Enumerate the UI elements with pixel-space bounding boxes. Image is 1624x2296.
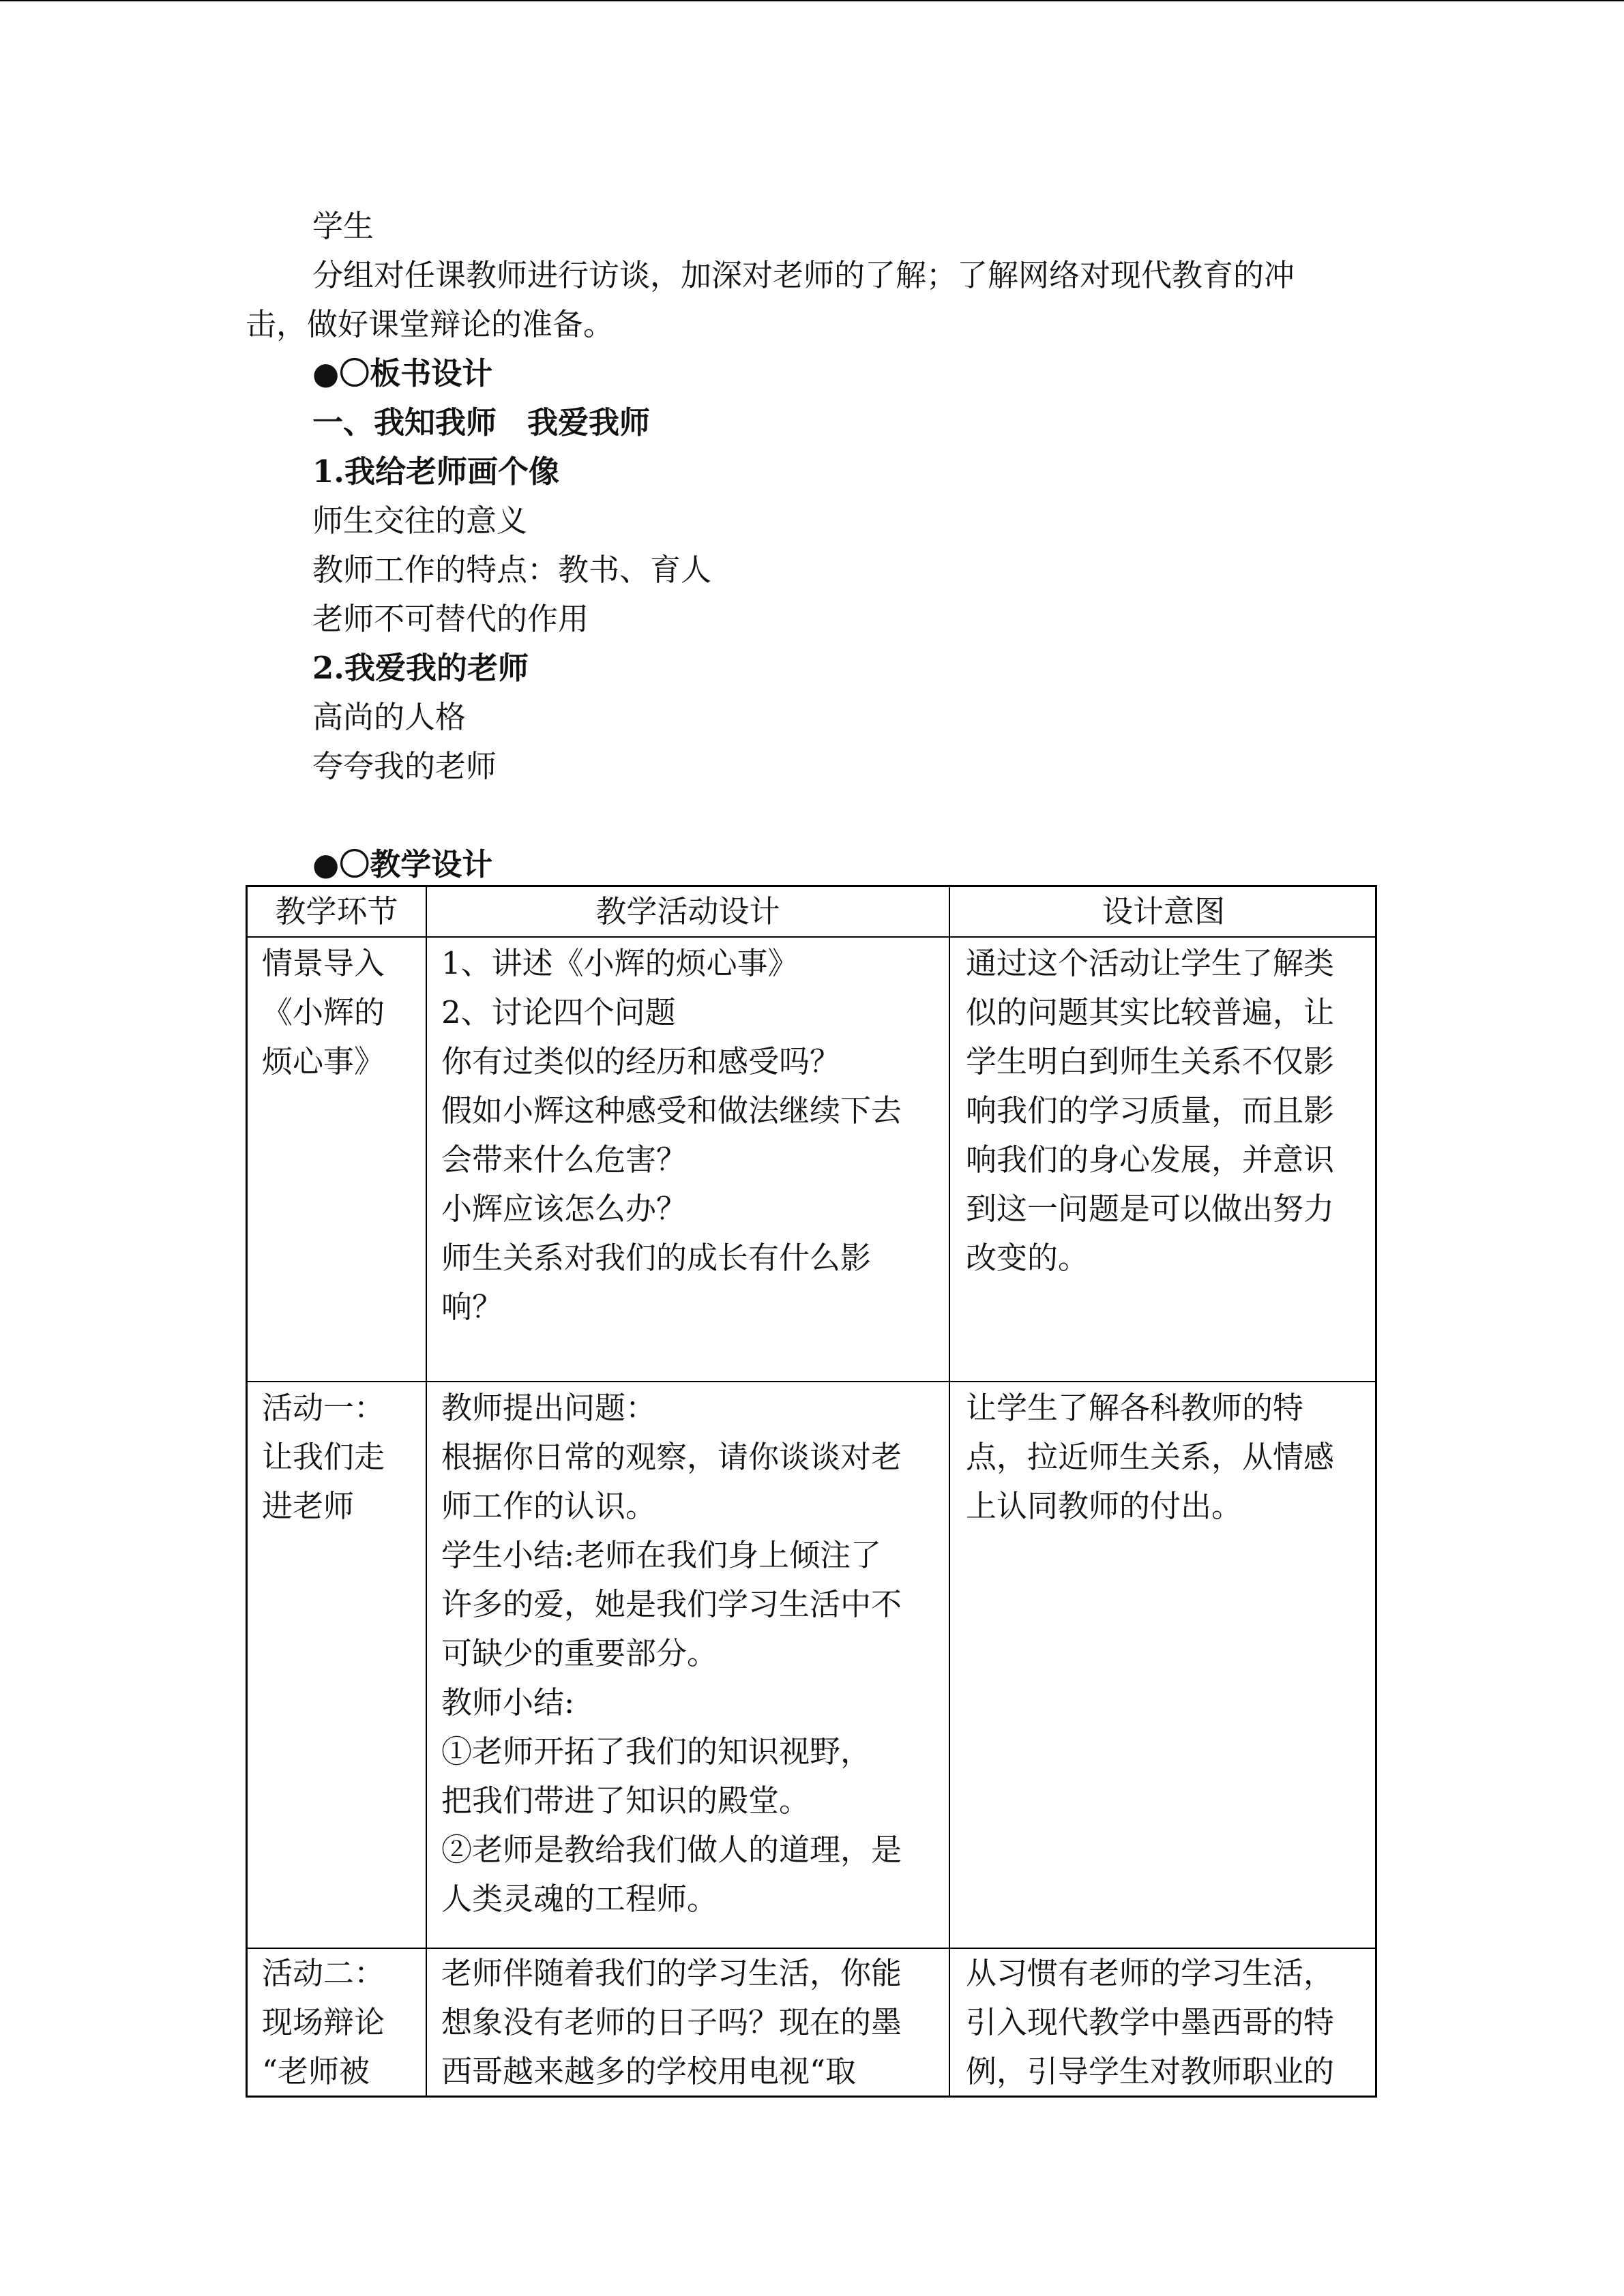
table-row-divider (248, 936, 1375, 938)
activity-cell-line: ①老师开拓了我们的知识视野， (441, 1733, 872, 1770)
intent-cell-line: 学生明白到师生关系不仅影 (966, 1043, 1335, 1079)
teaching-design-table (246, 885, 1377, 2098)
activity-cell-line: 1、讲述《小辉的烦心事》 (441, 945, 799, 981)
stage-cell-line: 烦心事》 (262, 1043, 385, 1079)
activity-cell-line: 假如小辉这种感受和做法继续下去 (441, 1092, 902, 1129)
student-text-line2: 击，做好课堂辩论的准备。 (246, 306, 615, 342)
section1-item: 教师工作的特点：教书、育人 (312, 552, 712, 588)
activity-cell-line: 2、讨论四个问题 (441, 994, 676, 1030)
intent-cell-line: 例，引导学生对教师职业的 (966, 2053, 1335, 2089)
activity-cell-line: 学生小结:老师在我们身上倾注了 (441, 1537, 882, 1573)
section1-title: 1.我给老师画个像 (312, 453, 559, 490)
activity-cell-line: 许多的爱，她是我们学习生活中不 (441, 1586, 902, 1622)
activity-cell-line: 想象没有老师的日子吗？现在的墨 (441, 2004, 902, 2040)
activity-cell-line: ②老师是教给我们做人的道理，是 (441, 1832, 902, 1868)
page-top-border (0, 0, 1624, 1)
activity-cell-line: 教师小结: (441, 1684, 575, 1720)
intent-cell-line: 响我们的身心发展，并意识 (966, 1142, 1335, 1178)
table-header-stage: 教学环节 (275, 893, 398, 929)
section1-item: 老师不可替代的作用 (312, 601, 589, 637)
intent-cell-line: 似的问题其实比较普遍，让 (966, 994, 1335, 1030)
teaching-design-heading: ●〇教学设计 (312, 846, 493, 882)
activity-cell-line: 根据你日常的观察，请你谈谈对老 (441, 1439, 902, 1475)
activity-cell-line: 老师伴随着我们的学习生活，你能 (441, 1955, 902, 1991)
activity-cell-line: 会带来什么危害？ (441, 1142, 688, 1178)
section1-item: 师生交往的意义 (312, 503, 528, 539)
intent-cell-line: 响我们的学习质量，而且影 (966, 1092, 1335, 1129)
activity-cell-line: 响？ (441, 1289, 503, 1325)
table-row-divider (248, 1381, 1375, 1382)
stage-cell-line: 《小辉的 (262, 994, 385, 1030)
table-column-divider (426, 887, 427, 2096)
activity-cell-line: 西哥越来越多的学校用电视“取 (441, 2053, 857, 2089)
activity-cell-line: 教师提出问题： (441, 1390, 657, 1426)
stage-cell-line: 现场辩论 (262, 2004, 385, 2040)
intent-cell-line: 让学生了解各科教师的特 (966, 1390, 1304, 1426)
intent-cell-line: 到这一问题是可以做出努力 (966, 1191, 1335, 1227)
activity-cell-line: 把我们带进了知识的殿堂。 (441, 1783, 810, 1819)
activity-cell-line: 小辉应该怎么办？ (441, 1191, 688, 1227)
student-heading: 学生 (312, 208, 374, 244)
student-text-line1: 分组对任课教师进行访谈，加深对老师的了解；了解网络对现代教育的冲 (312, 257, 1295, 293)
stage-cell-line: “老师被 (262, 2053, 370, 2089)
activity-cell-line: 人类灵魂的工程师。 (441, 1881, 718, 1917)
intent-cell-line: 点，拉近师生关系，从情感 (966, 1439, 1335, 1475)
stage-cell-line: 活动一： (262, 1390, 385, 1426)
activity-cell-line: 可缺少的重要部分。 (441, 1635, 718, 1671)
activity-cell-line: 师工作的认识。 (441, 1488, 657, 1524)
stage-cell-line: 让我们走 (262, 1439, 385, 1475)
activity-cell-line: 你有过类似的经历和感受吗？ (441, 1043, 841, 1079)
section2-item: 高尚的人格 (312, 699, 467, 735)
intent-cell-line: 改变的。 (966, 1240, 1089, 1276)
intent-cell-line: 引入现代教学中墨西哥的特 (966, 2004, 1335, 2040)
intent-cell-line: 上认同教师的付出。 (966, 1488, 1243, 1524)
board-design-title: 一、我知我师 我爱我师 (312, 404, 651, 441)
stage-cell-line: 活动二： (262, 1955, 385, 1991)
activity-cell-line: 师生关系对我们的成长有什么影 (441, 1240, 872, 1276)
board-design-heading: ●〇板书设计 (312, 355, 493, 391)
section2-item: 夸夸我的老师 (312, 748, 497, 784)
table-header-activity: 教学活动设计 (595, 893, 780, 929)
stage-cell-line: 进老师 (262, 1488, 355, 1524)
table-column-divider (949, 887, 950, 2096)
stage-cell-line: 情景导入 (262, 945, 385, 981)
section2-title: 2.我爱我的老师 (312, 650, 529, 686)
table-header-intent: 设计意图 (1102, 893, 1225, 929)
intent-cell-line: 通过这个活动让学生了解类 (966, 945, 1335, 981)
intent-cell-line: 从习惯有老师的学习生活， (966, 1955, 1335, 1991)
